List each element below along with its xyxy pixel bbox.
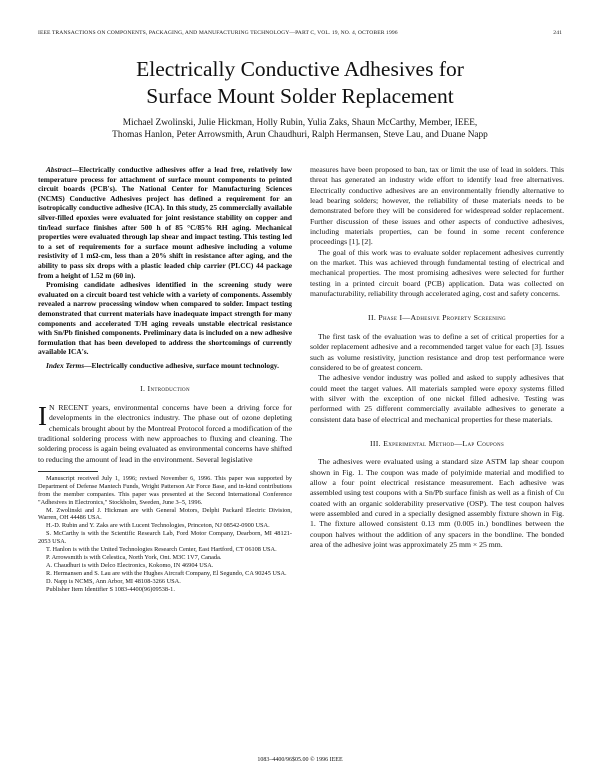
section-3-title: Experimental Method—Lap Coupons [383,438,505,448]
authors-line-1: Michael Zwolinski, Julie Hickman, Holly Rubin, Yulia Zaks, Shaun McCarthy, Member, IEEE, [122,118,478,128]
section-1-number: I. [140,384,146,394]
footnote: D. Napp is NCMS, Ann Arbor, MI 48108-3266 USA. [46,577,181,585]
footnote: S. McCarthy is with the Scientific Research Lab, Ford Motor Company, Dearborn, MI 48121-2053 USA. [38,530,292,546]
section-2-title: Phase I—Adhesive Property Screening [378,313,506,323]
title-line-2: Surface Mount Solder Replacement [146,84,454,108]
abstract-paragraph-2: Promising candidate adhesives identified in the screening study were evaluated on a circuit board test vehicle with a variety of components. Assembly revealed a narrow processing window when compared to solder. Impact testing demonstrated that current materials have inadequate impact strength for many components and accelerated T/H aging reveals unstable electrical resistance with Sn/Pb finished components. Preliminary data is included on a new adhesive formulation that has been developed to address the shortcomings of currently available ICA's. [38,280,292,357]
section-heading-experimental-method [310,439,564,449]
section-3-number: III. [369,438,381,448]
page-number: 241 [553,30,562,36]
footnote: Publisher Item Identifier S 1083-4400(96)09538-1. [46,585,175,593]
section-heading-phase-1 [310,313,564,323]
footnote: H.-D. Rubin and Y. Zaks are with Lucent Technologies, Princeton, NJ 08542-0900 USA. [46,522,270,530]
footnote: P. Arrowsmith is with Celestica, North York, Ont. M3C 1V7, Canada. [46,553,222,561]
abstract-paragraph-1 [38,165,292,280]
copyright-footer: 1083–4400/96$05.00 © 1996 IEEE [257,757,343,763]
footnote: Manuscript received July 1, 1996; revised November 6, 1996. This paper was supported by Department of Defense Mantech Funds, Wright Patterson Air Force Base, and in-kind contributions from the member companies. This paper was presented at the Second International Conference "Adhesives in Electronics," Stockholm, Sweden, June 3–5, 1996. [38,474,292,506]
journal-name: IEEE TRANSACTIONS ON COMPONENTS, PACKAGING, AND MANUFACTURING TECHNOLOGY—PART C, VOL. 19, NO. 4, OCTOBER 1996 [38,30,398,36]
footnote: T. Hanlon is with the United Technologies Research Center, East Hartford, CT 06108 USA. [46,546,277,554]
introduction-text: N RECENT years, environmental concerns have been a driving force for developments in the electronics industry. The phase out of ozone depleting chemicals brought about by the Montreal Protocol forced a modification of the traditional soldering process with new approaches to fluxing and cleaning. The soldering process is again being evaluated as environmental concerns have shifted to reducing the amount of lead in the environment. Several legislative [38,402,292,464]
footnote: A. Chaudhuri is with Delco Electronics, Kokomo, IN 46904 USA. [46,561,214,569]
author-list [40,117,560,141]
section-1-title: Introduction [147,384,190,394]
footnote-divider [38,471,98,472]
right-column [310,165,564,550]
paper-title [40,56,560,110]
authors-line-2: Thomas Hanlon, Peter Arrowsmith, Arun Chaudhuri, Ralph Hermansen, Steve Lau, and Duane Napp [112,130,488,140]
index-terms [38,361,292,371]
index-terms-label: Index Terms [46,360,85,370]
body-paragraph: The adhesive vendor industry was polled and asked to supply adhesives that could meet the target values. All materials sampled were epoxy systems filled with silver with the exception of one nickel filled adhesive. Testing was performed with 25 different commercially available adhesives to generate a consistent data base of electrical and mechanical properties for these materials. [310,373,564,424]
body-paragraph: The adhesives were evaluated using a standard size ASTM lap shear coupon shown in Fig. 1. The coupon was made of polyimide material and modified to allow a four point electrical resistance measurement. Each adhesive was assembled using test coupons with a Sn/Pb surface finish as well as a finish of Cu coated with an organic solderability preservative (OSP). The test coupon halves were assembled and cured in a specially designed assembly fixture shown in Fig. 1. The fixture allowed consistent 0.13 mm (0.005 in.) bondlines between the coupon halves without the addition of any spacers in the bondline. The bonded area of the adhesive joint was approximately 25 mm × 25 mm. [310,457,564,549]
abstract-label: Abstract— [46,165,79,174]
left-column [38,165,292,593]
abstract-text-1: Electrically conductive adhesives offer a lead free, relatively low temperature process for attachment of surface mount components to printed circuit boards (PCB's). The National Center for Manufacturing Sciences (NCMS) Conductive Adhesives project has defined a requirement for an isotropically conductive adhesive (ICA). In this study, 25 commercially available silver-filled epoxies were evaluated for joint resistance stability on copper and tin/lead surface finishes after 500 h of 85 °C/85% RH aging. Mechanical properties were evaluated through lap shear and impact testing. This testing led to a set of requirements for a surface mount adhesive including a volume resistivity of 1 mΩ-cm, less than a 20% shift in resistance after aging, and the ability to pass six drops with a plastic leaded chip carrier (PLCC) 44 package from a height of 1.52 m (60 in). [38,165,292,280]
abstract [38,165,292,357]
body-paragraph: The first task of the evaluation was to define a set of critical properties for a solder replacement adhesive and a recommended target value for each [3]. Issues such as volume resistivity, junction resistance and drop test performance were considered to be of greatest concern. [310,331,564,372]
section-2-number: II. [368,313,377,323]
body-paragraph: The goal of this work was to evaluate solder replacement adhesives currently on the market. This was achieved through fundamental testing of electrical and mechanical properties. The most promising adhesives were selected for further testing in a printed circuit board (PCB) application. Data was collected on manufacturability, reliability through accelerated aging, cost and safety concerns. [310,247,564,299]
drop-cap: I [38,400,47,431]
body-paragraph: measures have been proposed to ban, tax or limit the use of lead in solders. This threat has generated an industry wide effort to identify lead free alternatives. Electrically conductive adhesives are an environmentally friendly alternative to lead bearing solders; however, the reliability of these materials needs to be demonstrated before they will be considered for widespread solder replacement. Further discussion of these issues and other aspects of conductive adhesives, including materials properties, can be found in some recent conference proceedings [1], [2]. [310,165,564,247]
running-header [38,30,562,36]
footnotes [38,475,292,594]
section-heading-introduction [38,384,292,394]
title-line-1: Electrically Conductive Adhesives for [136,57,464,81]
footnote: M. Zwolinski and J. Hickman are with General Motors, Delphi Packard Electric Division, Warren, OH 44486 USA. [38,506,292,522]
footnote: R. Hermansen and S. Lau are with the Hughes Aircraft Company, El Segundo, CA 90245 USA. [46,569,287,577]
introduction-paragraph [38,400,292,465]
index-terms-text: —Electrically conductive adhesive, surface mount technology. [84,360,279,370]
